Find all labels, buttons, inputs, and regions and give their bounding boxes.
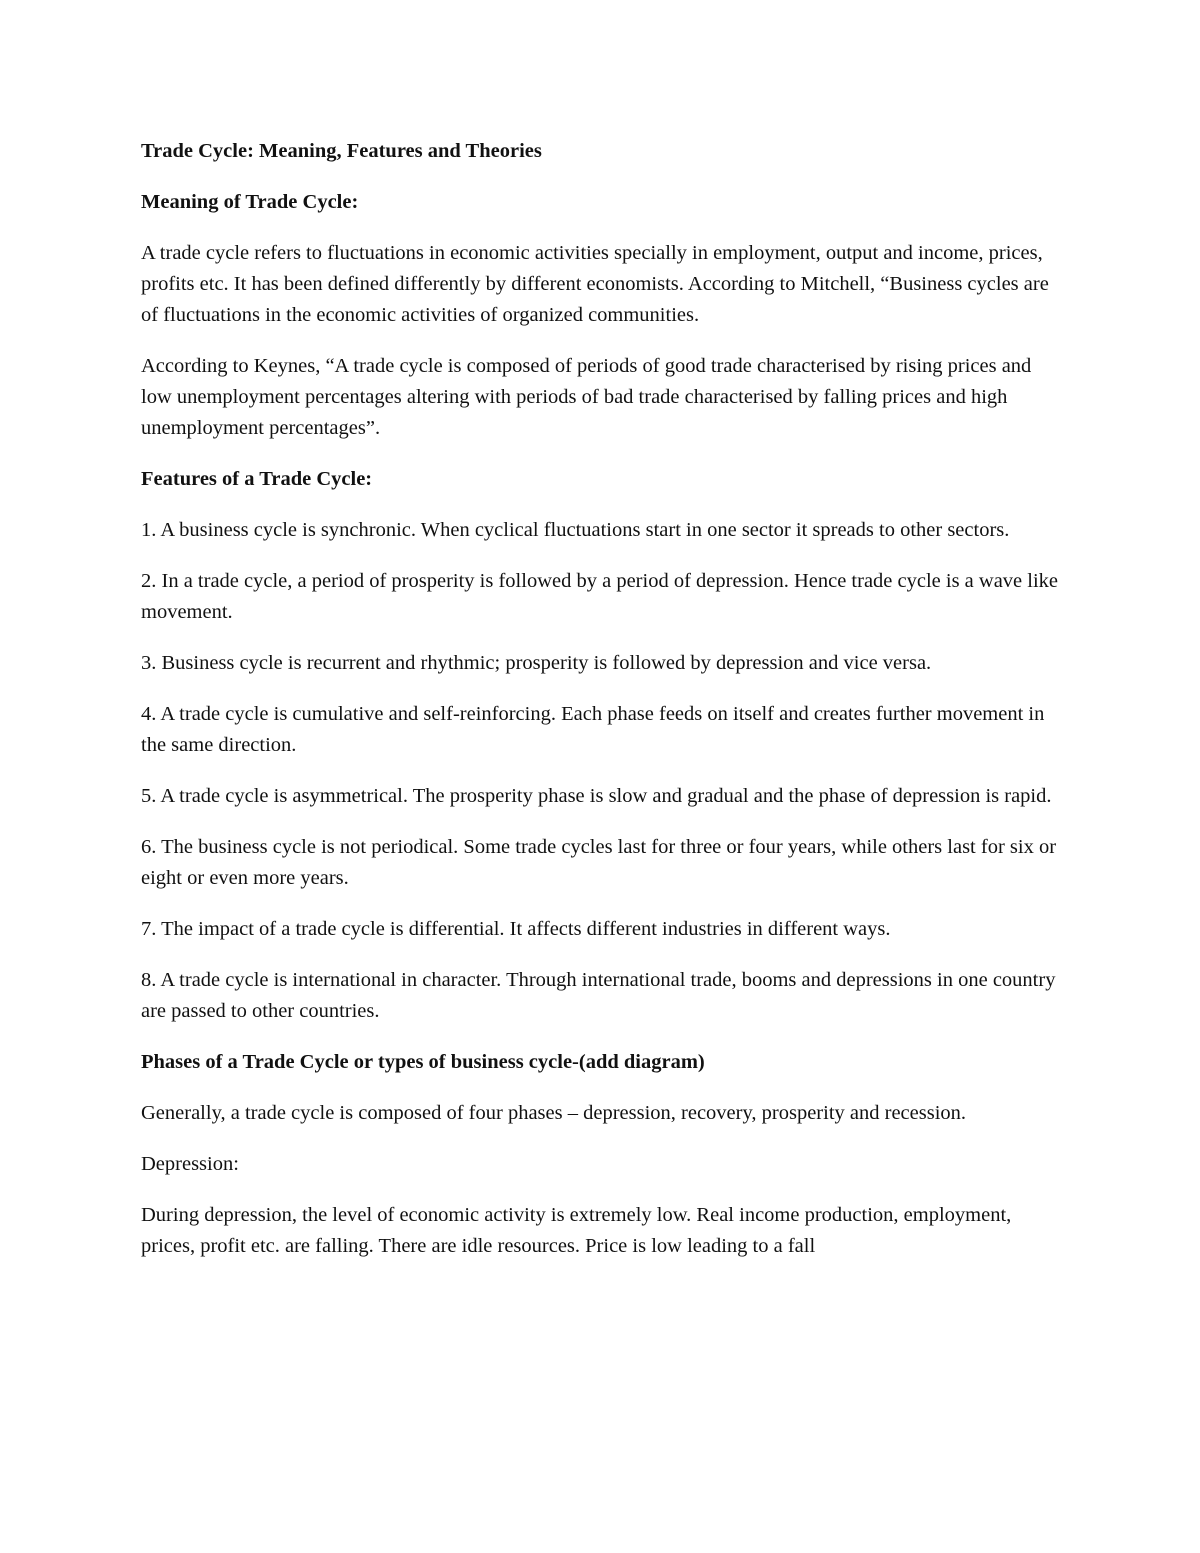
meaning-paragraph-1: A trade cycle refers to fluctuations in economic activities specially in employment, output and income, prices, profits etc. It has been defined differently by different economists. According to Mitchell, “Business cycles are of fluctuations in the economic activities of organized communities. xyxy=(141,242,1049,326)
feature-item-1: 1. A business cycle is synchronic. When cyclical fluctuations start in one sector it spreads to other sectors. xyxy=(141,519,1010,541)
document-title: Trade Cycle: Meaning, Features and Theories xyxy=(141,140,542,162)
feature-item-8: 8. A trade cycle is international in character. Through international trade, booms and depressions in one country are passed to other countries. xyxy=(141,969,1056,1022)
depression-paragraph: During depression, the level of economic activity is extremely low. Real income production, employment, prices, profit etc. are falling. There are idle resources. Price is low leading to a fall xyxy=(141,1204,1012,1257)
feature-item-6: 6. The business cycle is not periodical. Some trade cycles last for three or four years, while others last for six or eight or even more years. xyxy=(141,836,1057,889)
document-page xyxy=(141,136,1059,1282)
phases-paragraph: Generally, a trade cycle is composed of four phases – depression, recovery, prosperity and recession. xyxy=(141,1102,967,1124)
features-heading: Features of a Trade Cycle: xyxy=(141,468,373,490)
meaning-paragraph-2: According to Keynes, “A trade cycle is composed of periods of good trade characterised by rising prices and low unemployment percentages altering with periods of bad trade characterised by falling prices and high unemployment percentages”. xyxy=(141,355,1032,439)
feature-item-4: 4. A trade cycle is cumulative and self-reinforcing. Each phase feeds on itself and creates further movement in the same direction. xyxy=(141,703,1045,756)
phases-heading: Phases of a Trade Cycle or types of business cycle-(add diagram) xyxy=(141,1051,705,1073)
feature-item-2: 2. In a trade cycle, a period of prosperity is followed by a period of depression. Hence trade cycle is a wave like movement. xyxy=(141,570,1059,623)
depression-label: Depression: xyxy=(141,1153,239,1175)
feature-item-5: 5. A trade cycle is asymmetrical. The prosperity phase is slow and gradual and the phase of depression is rapid. xyxy=(141,785,1052,807)
meaning-heading: Meaning of Trade Cycle: xyxy=(141,191,359,213)
feature-item-3: 3. Business cycle is recurrent and rhythmic; prosperity is followed by depression and vice versa. xyxy=(141,652,932,674)
feature-item-7: 7. The impact of a trade cycle is differential. It affects different industries in different ways. xyxy=(141,918,891,940)
